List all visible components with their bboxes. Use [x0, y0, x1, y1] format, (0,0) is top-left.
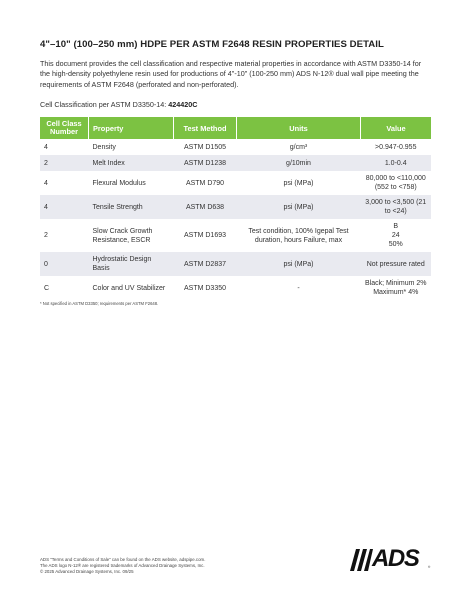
test-method: ASTM D1693	[174, 219, 237, 252]
units: g/cm³	[237, 139, 361, 155]
cell-class-number: 0	[40, 252, 89, 276]
header-units: Units	[237, 117, 361, 139]
cell-class-number: C	[40, 276, 89, 300]
units: g/10min	[237, 155, 361, 171]
table-footnote: * Not specified in ASTM D3350; requirements per ASTM F2648.	[40, 301, 159, 306]
units: Test condition, 100% Igepal Test duration, hours Failure, max	[237, 219, 361, 252]
property-name: Flexural Modulus	[89, 171, 174, 195]
cell-class-number: 4	[40, 195, 89, 219]
footer-line: ADS "Terms and Conditions of Sale" can be found on the ADS website, adspipe.com.	[40, 557, 206, 562]
cell-class-number: 4	[40, 171, 89, 195]
table-row	[40, 252, 431, 276]
document-title: 4"–10" (100–250 mm) HDPE PER ASTM F2648 RESIN PROPERTIES DETAIL	[40, 39, 384, 50]
table-row	[40, 276, 431, 300]
cell-class-number: 4	[40, 139, 89, 155]
property-name: Density	[89, 139, 174, 155]
value: Not pressure rated	[361, 252, 432, 276]
classification-label: Cell Classification per ASTM D3350-14:	[40, 100, 167, 109]
cell-classification	[40, 100, 197, 109]
units: psi (MPa)	[237, 252, 361, 276]
property-name: Melt Index	[89, 155, 174, 171]
value: 80,000 to <110,000 (552 to <758)	[361, 171, 432, 195]
intro-paragraph: This document provides the cell classification and respective material properties in accordance with ASTM D3350-14 for the high-density polyethylene resin used for productions of 4"-10" (100-250 mm) ADS N-12® dual wall pipe meeting the requirements of ASTM F2648 (perforated and non-perforated).	[40, 59, 422, 89]
footer-legal	[40, 557, 280, 575]
value-line: 50%	[388, 241, 403, 248]
table-row	[40, 171, 431, 195]
property-name: Color and UV Stabilizer	[89, 276, 174, 300]
table-header-row	[40, 117, 431, 139]
cell-class-number: 2	[40, 155, 89, 171]
property-name: Hydrostatic Design Basis	[89, 252, 174, 276]
value: Black; Minimum 2% Maximum* 4%	[361, 276, 432, 300]
test-method: ASTM D1238	[174, 155, 237, 171]
value: 3,000 to <3,500 (21 to <24)	[361, 195, 432, 219]
value-line: 24	[391, 232, 400, 239]
ads-logo	[349, 545, 431, 572]
units: psi (MPa)	[237, 171, 361, 195]
table-row	[40, 195, 431, 219]
table-row	[40, 219, 431, 252]
table-row	[40, 155, 431, 171]
ads-logo-text: ADS	[372, 545, 419, 572]
footer-line: The ADS logo N-12® are registered trademarks of Advanced Drainage Systems, Inc.	[40, 563, 205, 568]
test-method: ASTM D1505	[174, 139, 237, 155]
property-name: Slow Crack Growth Resistance, ESCR	[89, 219, 174, 252]
test-method: ASTM D790	[174, 171, 237, 195]
header-property: Property	[89, 117, 174, 139]
footer-line: © 2025 Advanced Drainage Systems, Inc. 09/25	[40, 569, 134, 574]
test-method: ASTM D2837	[174, 252, 237, 276]
table-row	[40, 139, 431, 155]
property-name: Tensile Strength	[89, 195, 174, 219]
value-line: B	[393, 223, 399, 230]
registered-mark: ®	[428, 565, 431, 569]
value: 1.0-0.4	[361, 155, 432, 171]
header-value: Value	[361, 117, 432, 139]
header-test-method: Test Method	[174, 117, 237, 139]
cell-class-number: 2	[40, 219, 89, 252]
units: psi (MPa)	[237, 195, 361, 219]
properties-table	[40, 117, 431, 300]
value	[361, 219, 432, 252]
test-method: ASTM D638	[174, 195, 237, 219]
units: -	[237, 276, 361, 300]
ads-slash-mark-icon	[349, 548, 373, 572]
classification-value: 424420C	[168, 100, 198, 109]
header-cell-class: Cell Class Number	[40, 117, 89, 139]
value: >0.947-0.955	[361, 139, 432, 155]
test-method: ASTM D3350	[174, 276, 237, 300]
